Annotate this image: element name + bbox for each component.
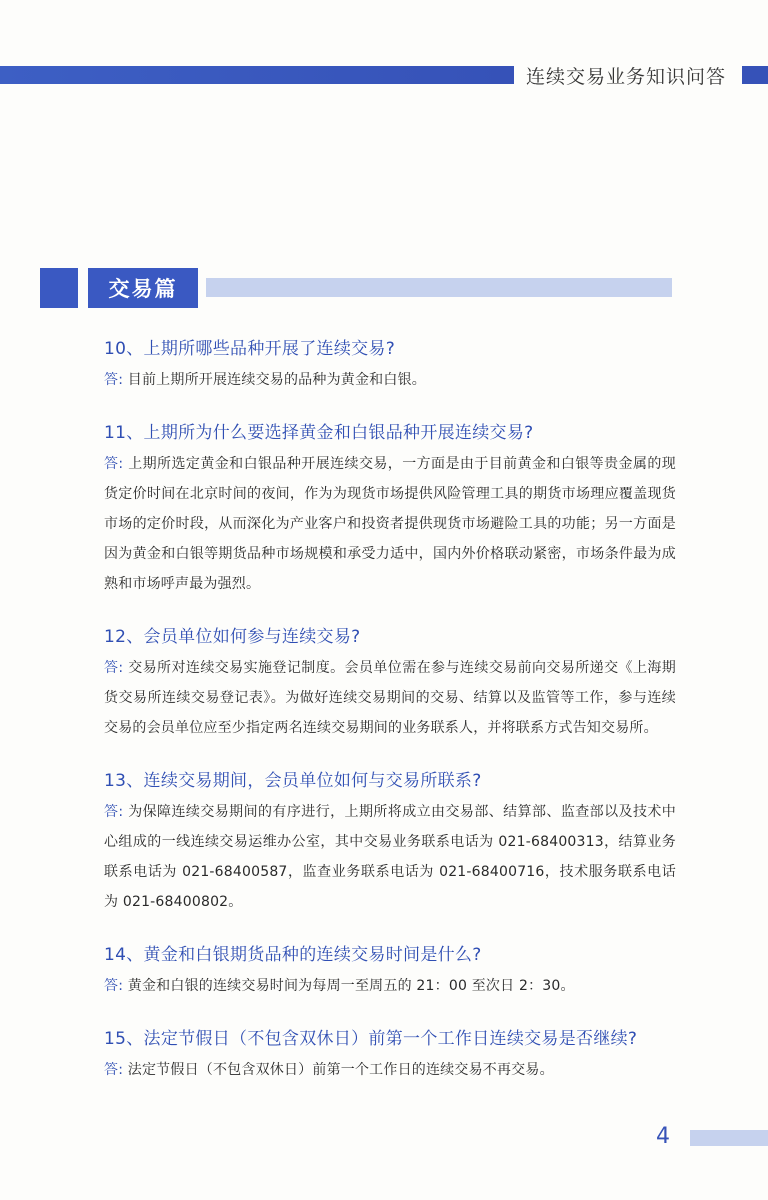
header-decorative-block <box>742 66 768 84</box>
section-decorative-line <box>206 278 672 297</box>
question: 14、黄金和白银期货品种的连续交易时间是什么? <box>104 945 482 965</box>
section-accent-block <box>40 268 78 308</box>
page-number: 4 <box>656 1124 670 1149</box>
question: 15、法定节假日（不包含双休日）前第一个工作日连续交易是否继续? <box>104 1029 638 1049</box>
answer-text: 法定节假日（不包含双休日）前第一个工作日的连续交易不再交易。 <box>127 1062 554 1078</box>
answer <box>104 365 676 395</box>
answer-prefix: 答: <box>104 456 124 472</box>
qa-item <box>104 1026 676 1085</box>
answer-prefix: 答: <box>104 1062 124 1078</box>
answer-text: 为保障连续交易期间的有序进行，上期所将成立由交易部、结算部、监查部以及技术中心组成的一线连续交易运维办公室，其中交易业务联系电话为 021-68400313，结算业务联系电话为 021-68400587，监查业务联系电话为 021-68400716，技术服务联系电话为 021-68400802。 <box>104 804 676 910</box>
qa-item <box>104 768 676 917</box>
answer <box>104 797 676 917</box>
answer-text: 交易所对连续交易实施登记制度。会员单位需在参与连续交易前向交易所递交《上海期货交易所连续交易登记表》。为做好连续交易期间的交易、结算以及监管等工作，参与连续交易的会员单位应至少指定两名连续交易期间的业务联系人，并将联系方式告知交易所。 <box>104 660 676 736</box>
question: 12、会员单位如何参与连续交易? <box>104 627 361 647</box>
answer-text: 目前上期所开展连续交易的品种为黄金和白银。 <box>127 372 426 388</box>
page-header-title: 连续交易业务知识问答 <box>526 66 727 88</box>
question: 10、上期所哪些品种开展了连续交易? <box>104 339 396 359</box>
qa-item <box>104 942 676 1001</box>
answer <box>104 971 676 1001</box>
footer-decorative-bar <box>690 1130 768 1146</box>
answer <box>104 1055 676 1085</box>
qa-list <box>104 336 676 1110</box>
qa-item <box>104 336 676 395</box>
header-decorative-bar <box>0 66 514 84</box>
answer-text: 黄金和白银的连续交易时间为每周一至周五的 21：00 至次日 2：30。 <box>127 978 575 994</box>
answer-prefix: 答: <box>104 660 124 676</box>
answer-prefix: 答: <box>104 372 124 388</box>
section-title: 交易篇 <box>88 268 198 308</box>
answer <box>104 653 676 743</box>
answer-text: 上期所选定黄金和白银品种开展连续交易，一方面是由于目前黄金和白银等贵金属的现货定价时间在北京时间的夜间，作为为现货市场提供风险管理工具的期货市场理应覆盖现货市场的定价时段，从而深化为产业客户和投资者提供现货市场避险工具的功能；另一方面是因为黄金和白银等期货品种市场规模和承受力适中，国内外价格联动紧密，市场条件最为成熟和市场呼声最为强烈。 <box>104 456 676 592</box>
qa-item <box>104 624 676 743</box>
answer-prefix: 答: <box>104 804 124 820</box>
qa-item <box>104 420 676 599</box>
answer <box>104 449 676 599</box>
answer-prefix: 答: <box>104 978 124 994</box>
question: 13、连续交易期间，会员单位如何与交易所联系? <box>104 771 482 791</box>
question: 11、上期所为什么要选择黄金和白银品种开展连续交易? <box>104 423 534 443</box>
